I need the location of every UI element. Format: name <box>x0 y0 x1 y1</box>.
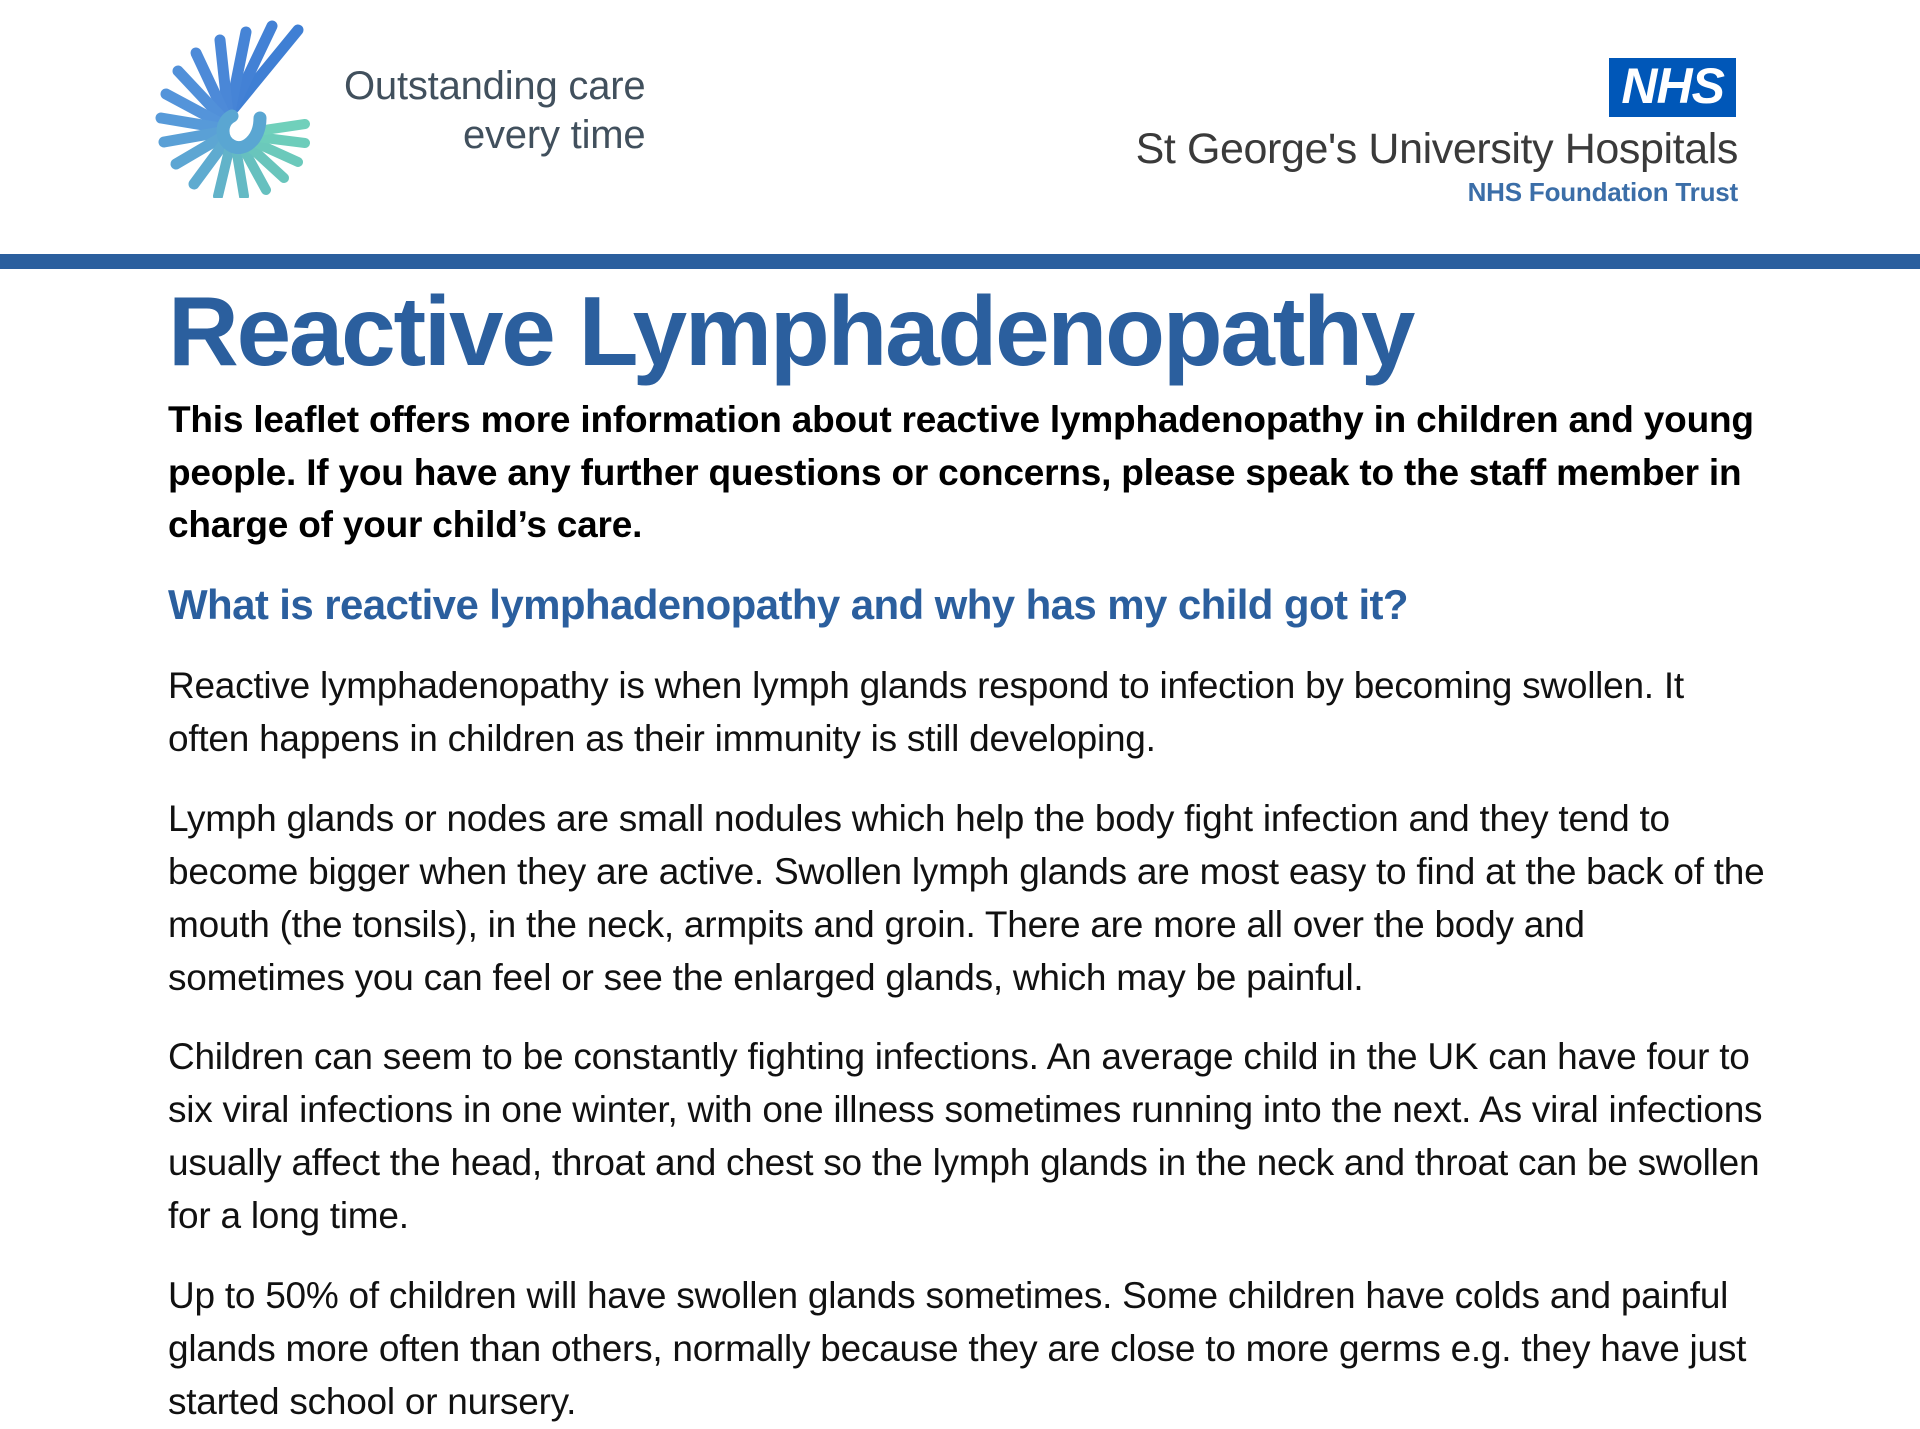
trust-brand-left <box>148 18 645 198</box>
body-paragraph: Children can seem to be constantly fighting infections. An average child in the UK can have four to six viral infections in one winter, with one illness sometimes running into the next. As viral infections usually affect the head, throat and chest so the lymph glands in the neck and throat can be swollen for a long time. <box>168 1036 1763 1237</box>
header-divider-bar <box>0 254 1920 269</box>
body-paragraph: Up to 50% of children will have swollen glands sometimes. Some children have colds and painful glands more often than others, normally because they are close to more germs e.g. they have just started school or nursery. <box>168 1275 1747 1422</box>
tagline-line-2: every time <box>462 113 646 157</box>
page-title: Reactive Lymphadenopathy <box>168 276 1414 386</box>
section-heading: What is reactive lymphadenopathy and why has my child got it? <box>168 580 1408 628</box>
stgeorges-spiral-logo-icon <box>148 18 338 198</box>
nhs-logo-icon <box>1609 58 1736 117</box>
body-paragraph: Lymph glands or nodes are small nodules which help the body fight infection and they tend to become bigger when they are active. Swollen lymph glands are most easy to find at the back of the mouth (the tonsils), in the neck, armpits and groin. There are more all over the body and sometimes you can feel or see the enlarged glands, which may be painful. <box>168 797 1765 998</box>
trust-subtitle: NHS Foundation Trust <box>1467 177 1738 208</box>
nhs-logo-text: NHS <box>1621 58 1724 114</box>
page-header <box>0 0 1920 255</box>
leaflet-content <box>168 276 1783 1429</box>
tagline-line-1: Outstanding care <box>344 64 646 109</box>
intro-paragraph: This leaflet offers more information about reactive lymphadenopathy in children and young people. If you have any further questions or concerns, please speak to the staff member in charge of your child’s care. <box>168 399 1754 546</box>
trust-name: St George's University Hospitals <box>1135 125 1738 173</box>
trust-tagline <box>344 62 645 160</box>
body-paragraph: Reactive lymphadenopathy is when lymph glands respond to infection by becoming swollen. It often happens in children as their immunity is still developing. <box>168 664 1684 759</box>
nhs-brand-right <box>1136 58 1738 207</box>
